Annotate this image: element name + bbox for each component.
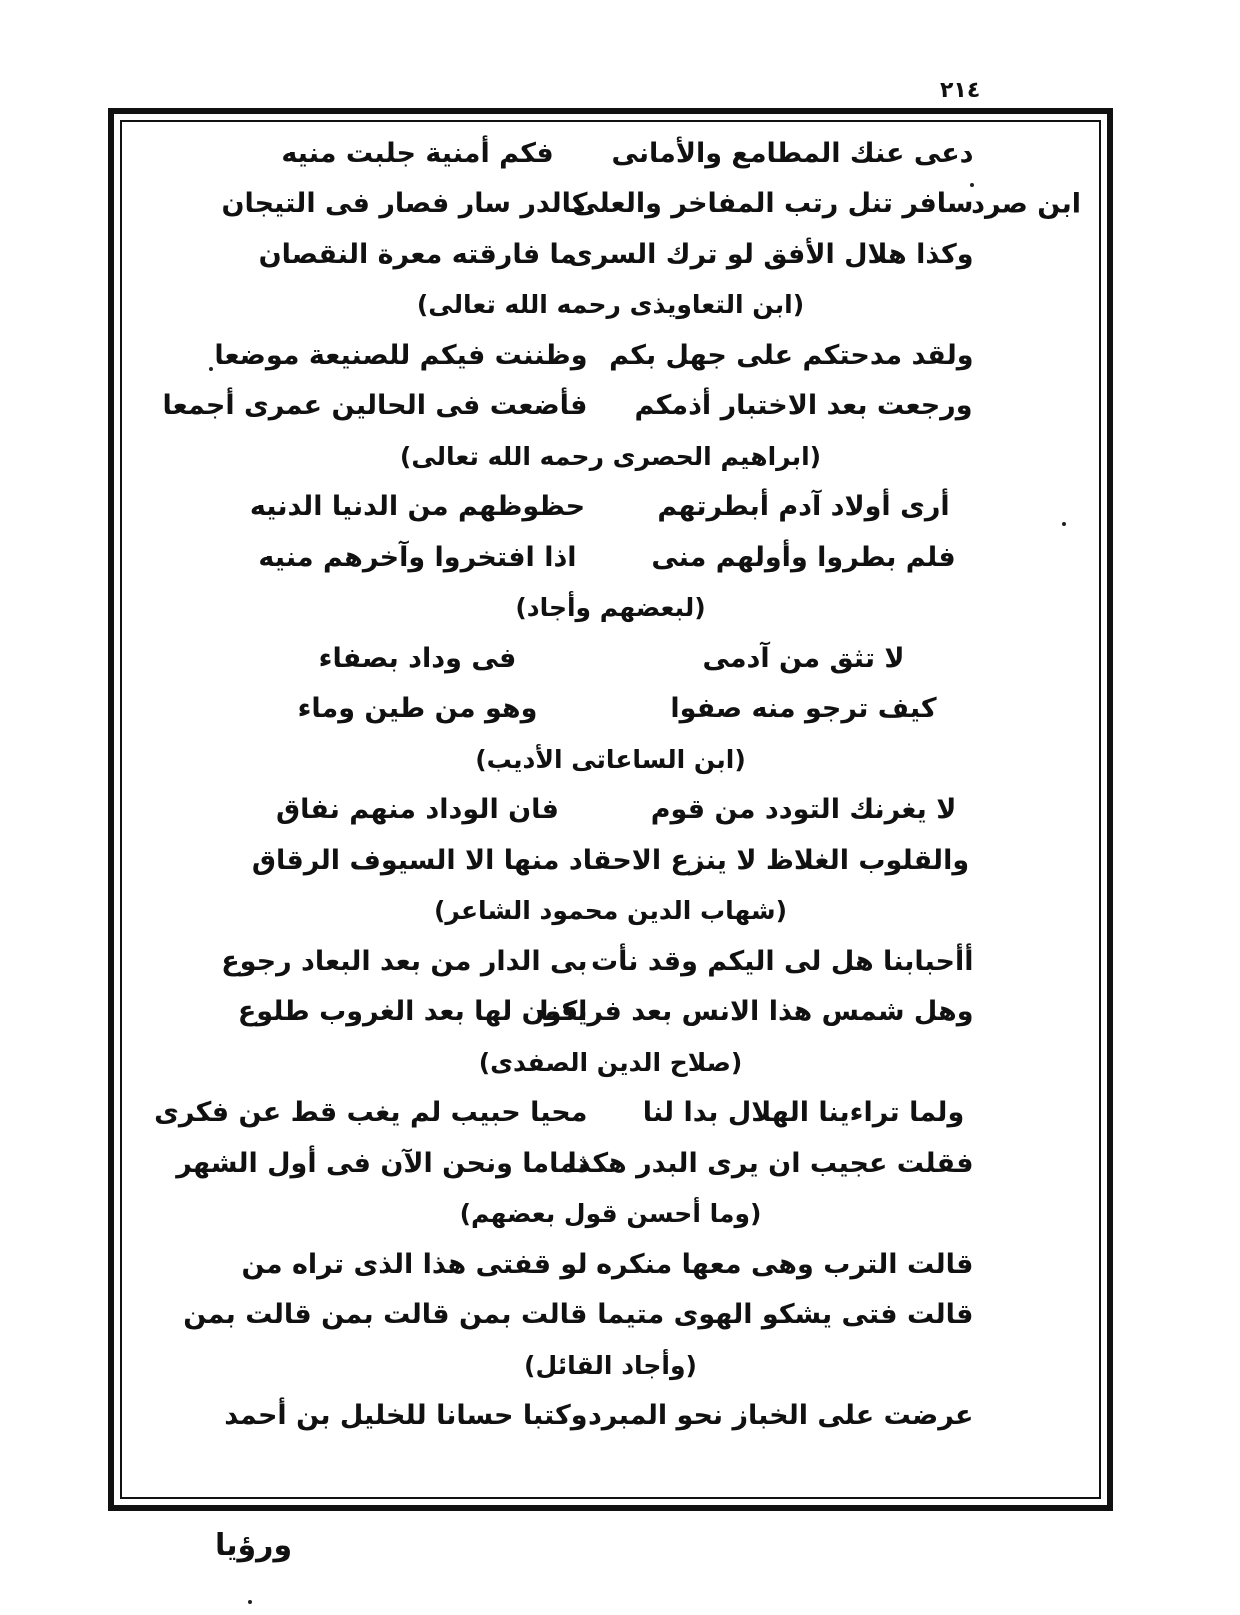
- second-hemistich: وكتبا حسانا للخليل بن أحمد: [224, 1400, 588, 1432]
- first-hemistich: عرضت على الخباز نحو المبرد: [587, 1400, 974, 1432]
- verse-line: [130, 936, 1091, 987]
- verse-line: [130, 229, 1091, 280]
- first-hemistich: لا تثق من آدمى: [702, 642, 905, 674]
- second-hemistich: لو قفتى هذا الذى تراه من: [241, 1248, 588, 1280]
- verse-line: [130, 532, 1091, 583]
- poet-name: (وما أحسن قول بعضهم): [459, 1199, 762, 1229]
- first-hemistich: فلم بطروا وأولهم منى: [651, 541, 956, 573]
- first-hemistich: كيف ترجو منه صفوا: [670, 693, 937, 725]
- page-number: ٢١٤: [940, 78, 981, 103]
- first-hemistich: قالت الترب وهى معها منكره: [596, 1248, 974, 1280]
- verse-line: [130, 684, 1091, 735]
- verse-line: [130, 1239, 1091, 1290]
- first-hemistich: وكذا هلال الأفق لو ترك السرى: [567, 238, 974, 270]
- second-hemistich: كالدر سار فصار فى التيجان: [221, 188, 588, 220]
- first-hemistich: وهل شمس هذا الانس بعد فراقنا: [539, 996, 974, 1028]
- poet-heading: [130, 886, 1091, 937]
- verse-line: [130, 1290, 1091, 1341]
- poet-name: (وأجاد القائل): [524, 1350, 697, 1380]
- first-hemistich: أرى أولاد آدم أبطرتهم: [657, 491, 950, 523]
- verse-line: [130, 179, 1091, 230]
- first-hemistich: أأحبابنا هل لى اليكم وقد نأت: [591, 945, 974, 977]
- second-hemistich: يكون لها بعد الغروب طلوع: [237, 996, 588, 1028]
- poet-heading: [130, 734, 1091, 785]
- verse-line: [130, 1391, 1091, 1442]
- second-hemistich: وظننت فيكم للصنيعة موضعا: [214, 339, 588, 371]
- second-hemistich: وهو من طين وماء: [297, 693, 538, 725]
- verse-line: [130, 381, 1091, 432]
- poet-heading: [130, 1037, 1091, 1088]
- verse-line: [130, 1088, 1091, 1139]
- first-hemistich: دعى عنك المطامع والأمانى: [611, 137, 974, 169]
- verse-line: [130, 330, 1091, 381]
- first-hemistich: قالت فتى يشكو الهوى متيما: [597, 1299, 974, 1331]
- poet-name: (ابراهيم الحصرى رحمه الله تعالى): [399, 441, 822, 471]
- poet-name: (لبعضهم وأجاد): [515, 593, 706, 623]
- ink-speck: [1062, 522, 1066, 526]
- ink-speck: [209, 367, 213, 371]
- second-hemistich: فان الوداد منهم نفاق: [276, 794, 559, 826]
- poet-heading: [130, 280, 1091, 331]
- poet-heading: [130, 431, 1091, 482]
- verse-line: [130, 785, 1091, 836]
- margin-note: ابن صرد: [971, 188, 1081, 220]
- ink-speck: [970, 183, 974, 187]
- second-hemistich: حظوظهم من الدنيا الدنيه: [249, 491, 586, 523]
- verse-line: [130, 128, 1091, 179]
- first-hemistich: سافر تنل رتب المفاخر والعلى: [572, 188, 974, 220]
- second-hemistich: اذا افتخروا وآخرهم منيه: [258, 541, 577, 573]
- second-hemistich: ما فارقته معرة النقصان: [258, 238, 577, 270]
- second-hemistich: قالت بمن قالت بمن قالت بمن: [183, 1299, 588, 1331]
- first-hemistich: فقلت عجيب ان يرى البدر هكذا: [567, 1147, 974, 1179]
- first-hemistich: ولقد مدحتكم على جهل بكم: [609, 339, 974, 371]
- second-hemistich: بى الدار من بعد البعاد رجوع: [221, 945, 588, 977]
- verse-line: [130, 633, 1091, 684]
- second-hemistich: محيا حبيب لم يغب قط عن فكرى: [154, 1097, 588, 1129]
- first-hemistich: لا يغرنك التودد من قوم: [650, 794, 957, 826]
- poem-body: [130, 128, 1091, 1493]
- catchword: ورؤيا: [215, 1528, 293, 1563]
- second-hemistich: فأضعت فى الحالين عمرى أجمعا: [162, 390, 588, 422]
- poet-name: (ابن الساعاتى الأديب): [475, 744, 746, 774]
- poet-heading: [130, 1340, 1091, 1391]
- second-hemistich: تماما ونحن الآن فى أول الشهر: [176, 1147, 588, 1179]
- poet-name: (شهاب الدين محمود الشاعر): [434, 896, 788, 926]
- poet-name: (ابن التعاويذى رحمه الله تعالى): [416, 290, 805, 320]
- verse-line: [130, 482, 1091, 533]
- second-hemistich: فكم أمنية جلبت منيه: [281, 137, 554, 169]
- first-hemistich: والقلوب الغلاظ لا ينزع الاحقاد منها الا السيوف الرقاق: [251, 844, 970, 876]
- poet-heading: [130, 583, 1091, 634]
- verse-line: [130, 987, 1091, 1038]
- verse-line: [130, 835, 1091, 886]
- ink-speck: [248, 1600, 252, 1604]
- first-hemistich: ولما تراءينا الهلال بدا لنا: [642, 1097, 965, 1129]
- first-hemistich: ورجعت بعد الاختبار أذمكم: [634, 390, 973, 422]
- second-hemistich: فى وداد بصفاء: [318, 642, 517, 674]
- poet-name: (صلاح الدين الصفدى): [478, 1047, 743, 1077]
- poet-heading: [130, 1189, 1091, 1240]
- verse-line: [130, 1138, 1091, 1189]
